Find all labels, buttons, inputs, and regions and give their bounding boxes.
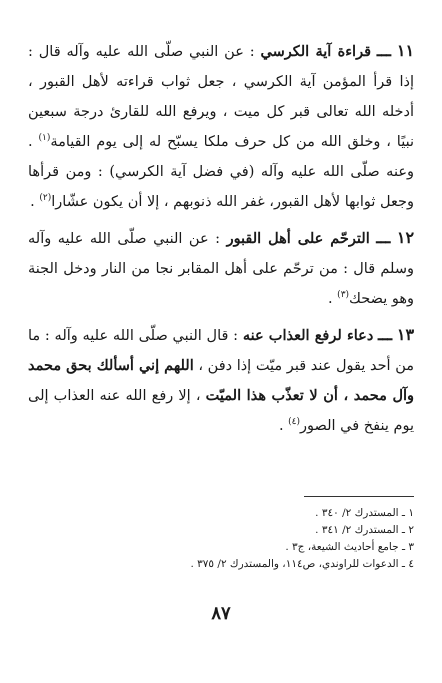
footnote-3: ٣ ـ جامع أحاديث الشيعة، ج٣ . <box>285 541 414 553</box>
page-number: ٨٧ <box>211 603 231 624</box>
entry-number: ١١ <box>396 41 415 60</box>
entry-paragraph <box>28 36 414 217</box>
footnote-ref-4: (٤) <box>288 417 301 428</box>
entry-dash: ـــ <box>376 41 391 60</box>
footnotes <box>28 496 414 573</box>
entry-body-continued: ، إلا رفع الله عنه العذاب إلى يوم ينفخ في الصور <box>28 388 414 434</box>
footnote-divider <box>304 496 414 497</box>
entry-body-continued: . وعنه صلّى الله عليه وآله (في فضل آية الكرسي) : ومن قرأها وجعل ثوابها لأهل القبور، غفر الله ذنوبهم ، إلا أن يكون عشّارا <box>28 134 414 210</box>
entry-11 <box>28 36 414 217</box>
footnote-1: ١ ـ المستدرك ٢/ ٣٤٠ . <box>315 507 414 519</box>
entry-13 <box>28 320 414 441</box>
entry-number: ١٣ <box>396 325 415 344</box>
footnote-ref-3: (٣) <box>337 290 350 301</box>
entry-heading: قراءة آية الكرسي <box>260 43 372 60</box>
entry-end: . <box>327 291 333 307</box>
entry-body: : عن النبي صلّى الله عليه وآله قال : إذا قرأ المؤمن آية الكرسي ، جعل ثواب قراءته لأهل القبور ، أدخله الله تعالى قبر كل ميت ، ويرفع الله للقارئ درجة سبعين نبيًا ، وخلق الله من كل حرف ملكا يسبّح له إلى يوم القيامة <box>28 44 414 150</box>
entry-dash: ـــ <box>376 228 391 247</box>
entry-paragraph <box>28 320 414 441</box>
footnote-ref-1: (١) <box>38 133 51 144</box>
entry-end: . <box>30 194 35 210</box>
entry-dash: ـــ <box>378 325 393 344</box>
footnote-2: ٢ ـ المستدرك ٢/ ٣٤١ . <box>315 524 414 536</box>
entry-heading: دعاء لرفع العذاب عنه <box>242 327 374 344</box>
entry-12 <box>28 223 414 314</box>
entry-heading: الترحّم على أهل القبور <box>226 230 370 247</box>
entry-body: : قال النبي صلّى الله عليه وآله : ما من أحد يقول عند قبر ميّت إذا دفن ، <box>28 328 414 374</box>
main-text <box>28 36 414 447</box>
footnote-4: ٤ ـ الدعوات للراوندي، ص١١٤، والمستدرك ٢/ ٣٧٥ . <box>190 558 414 570</box>
entry-paragraph <box>28 223 414 314</box>
prayer-text: اللهم إني أسألك بحق محمد وآل محمد ، أن لا تعذّب هذا الميّت <box>27 357 415 404</box>
footnote-ref-2: (٢) <box>39 193 52 204</box>
entry-body: : عن النبي صلّى الله عليه وآله وسلم قال : من ترحّم على أهل المقابر نجا من النار ودخل الجنة وهو يضحك <box>28 231 414 307</box>
entry-number: ١٢ <box>396 228 415 247</box>
entry-end: . <box>278 418 284 434</box>
